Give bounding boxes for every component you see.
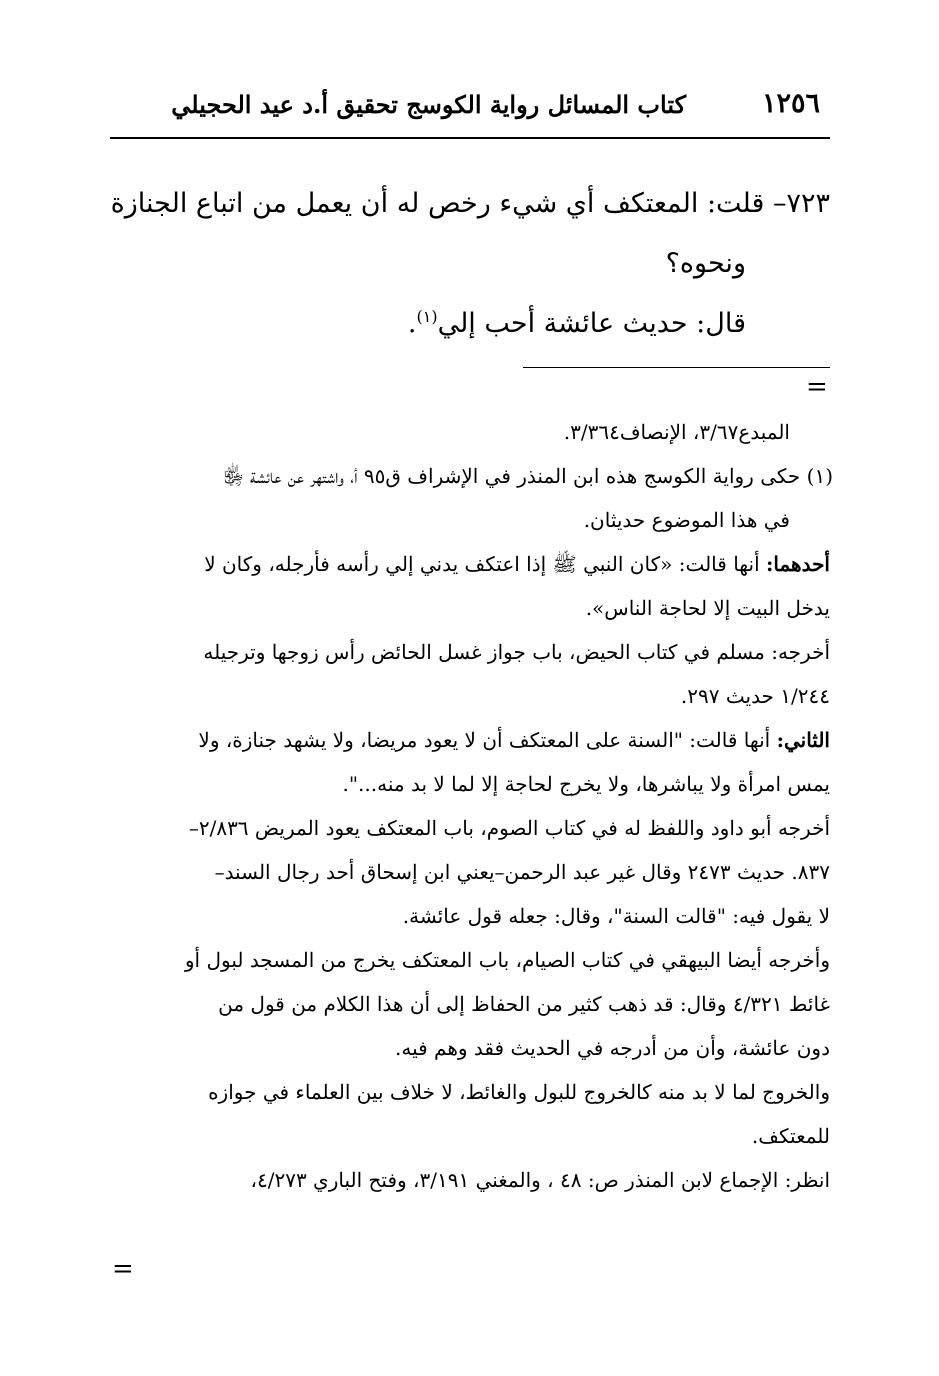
footnote-line: غائط ٤/٣٢١ وقال: قد ذهب كثير من الحفاظ إلى أن هذا الكلام من قول من [218, 992, 830, 1016]
footnote-separator [523, 367, 830, 368]
question-line-1: ٧٢٣– قلت: المعتكف أي شيء رخص له أن يعمل من اتباع الجنازة [110, 188, 830, 219]
footnote-line: وأخرجه أيضا البيهقي في كتاب الصيام، باب المعتكف يخرج من المسجد لبول أو [184, 948, 830, 972]
footnote-line: المبدع٣/٦٧، الإنصاف٣/٣٦٤. [563, 420, 790, 444]
hadith-first-text: أنها قالت: «كان النبي ﷺ إذا اعتكف يدني إلي رأسه فأرجله، وكان لا [204, 552, 766, 576]
footnote-hadith-first [112, 542, 830, 586]
footnote-line: دون عائشة، وأن من أدرجه في الحديث فقد وهم فيه. [395, 1036, 830, 1060]
footnote-line: أخرجه أبو داود واللفظ له في كتاب الصوم، باب المعتكف يعود المريض ٢/٨٣٦– [188, 816, 830, 840]
footnote-line: انظر: الإجماع لابن المنذر ص: ٤٨ ، والمغني ٣/١٩١، وفتح الباري ٤/٢٧٣، [250, 1168, 830, 1192]
footnote-line: لا يقول فيه: "قالت السنة"، وقال: جعله قول عائشة. [402, 904, 830, 928]
footnote-hadith-second [112, 718, 830, 762]
answer-text: قال: حديث عائشة أحب إلي [437, 308, 746, 339]
footnote-line: أخرجه: مسلم في كتاب الحيض، باب جواز غسل الحائض رأس زوجها وترجيله [203, 640, 830, 664]
footnote-line: يدخل البيت إلا لحاجة الناس». [585, 596, 830, 620]
footnote-line: والخروج لما لا بد منه كالخروج للبول والغائط، لا خلاف بين العلماء في جوازه [208, 1080, 830, 1104]
footnote-line: ٨٣٧. حديث ٢٤٧٣ وقال غير عبد الرحمن–يعني ابن إسحاق أحد رجال السند– [214, 860, 830, 884]
footnote-line: ١/٢٤٤ حديث ٢٩٧. [680, 684, 830, 708]
footnotes [112, 410, 833, 1202]
hadith-first-label: أحدهما: [765, 552, 830, 576]
footnote-line: في هذا الموضوع حديثان. [583, 508, 790, 532]
main-text [108, 174, 830, 354]
page-number: ١٢٥٦ [761, 88, 820, 119]
page-header [112, 84, 828, 128]
question-line-2: ونحوه؟ [665, 248, 746, 279]
footnote-end-mark: = [112, 1254, 134, 1284]
footnote-continuation-mark: = [806, 372, 828, 402]
hadith-second-text: أنها قالت: "السنة على المعتكف أن لا يعود مريضا، ولا يشهد جنازة، ولا [198, 728, 777, 752]
running-title: كتاب المسائل رواية الكوسج تحقيق أ.د عيد الحجيلي [171, 90, 686, 119]
answer-line [108, 294, 830, 354]
footnote-reference: (١) [416, 307, 438, 326]
footnote-line: للمعتكف. [751, 1124, 830, 1148]
footnote-line: (١) حكى رواية الكوسج هذه ابن المنذر في الإشراف ق٩٥ أ، واشتهر عن عائشة ﵂ [223, 464, 833, 488]
footnote-line: يمس امرأة ولا يباشرها، ولا يخرج لحاجة إلا لما لا بد منه...". [342, 772, 830, 796]
hadith-second-label: الثاني: [776, 728, 830, 752]
answer-end: . [407, 308, 417, 339]
header-rule [110, 137, 830, 139]
